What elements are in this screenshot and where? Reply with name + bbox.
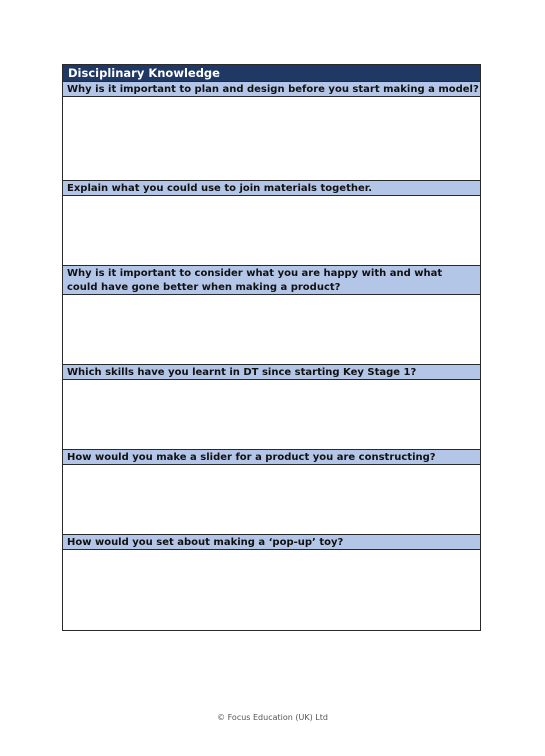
- copyright-footer: © Focus Education (UK) Ltd: [217, 713, 328, 722]
- worksheet-table: [62, 64, 481, 631]
- answer-box-6[interactable]: [63, 550, 480, 630]
- worksheet-title: Disciplinary Knowledge: [63, 65, 480, 82]
- answer-box-4[interactable]: [63, 380, 480, 450]
- answer-box-2[interactable]: [63, 196, 480, 266]
- answer-box-3[interactable]: [63, 295, 480, 365]
- question-header-3: Why is it important to consider what you are happy with and what could have gone better when making a product?: [63, 266, 480, 295]
- answer-box-5[interactable]: [63, 465, 480, 535]
- answer-box-1[interactable]: [63, 97, 480, 181]
- question-header-1: Why is it important to plan and design before you start making a model?: [63, 82, 480, 97]
- question-header-6: How would you set about making a ‘pop-up’ toy?: [63, 535, 480, 550]
- question-header-5: How would you make a slider for a product you are constructing?: [63, 450, 480, 465]
- question-header-2: Explain what you could use to join materials together.: [63, 181, 480, 196]
- question-header-4: Which skills have you learnt in DT since starting Key Stage 1?: [63, 365, 480, 380]
